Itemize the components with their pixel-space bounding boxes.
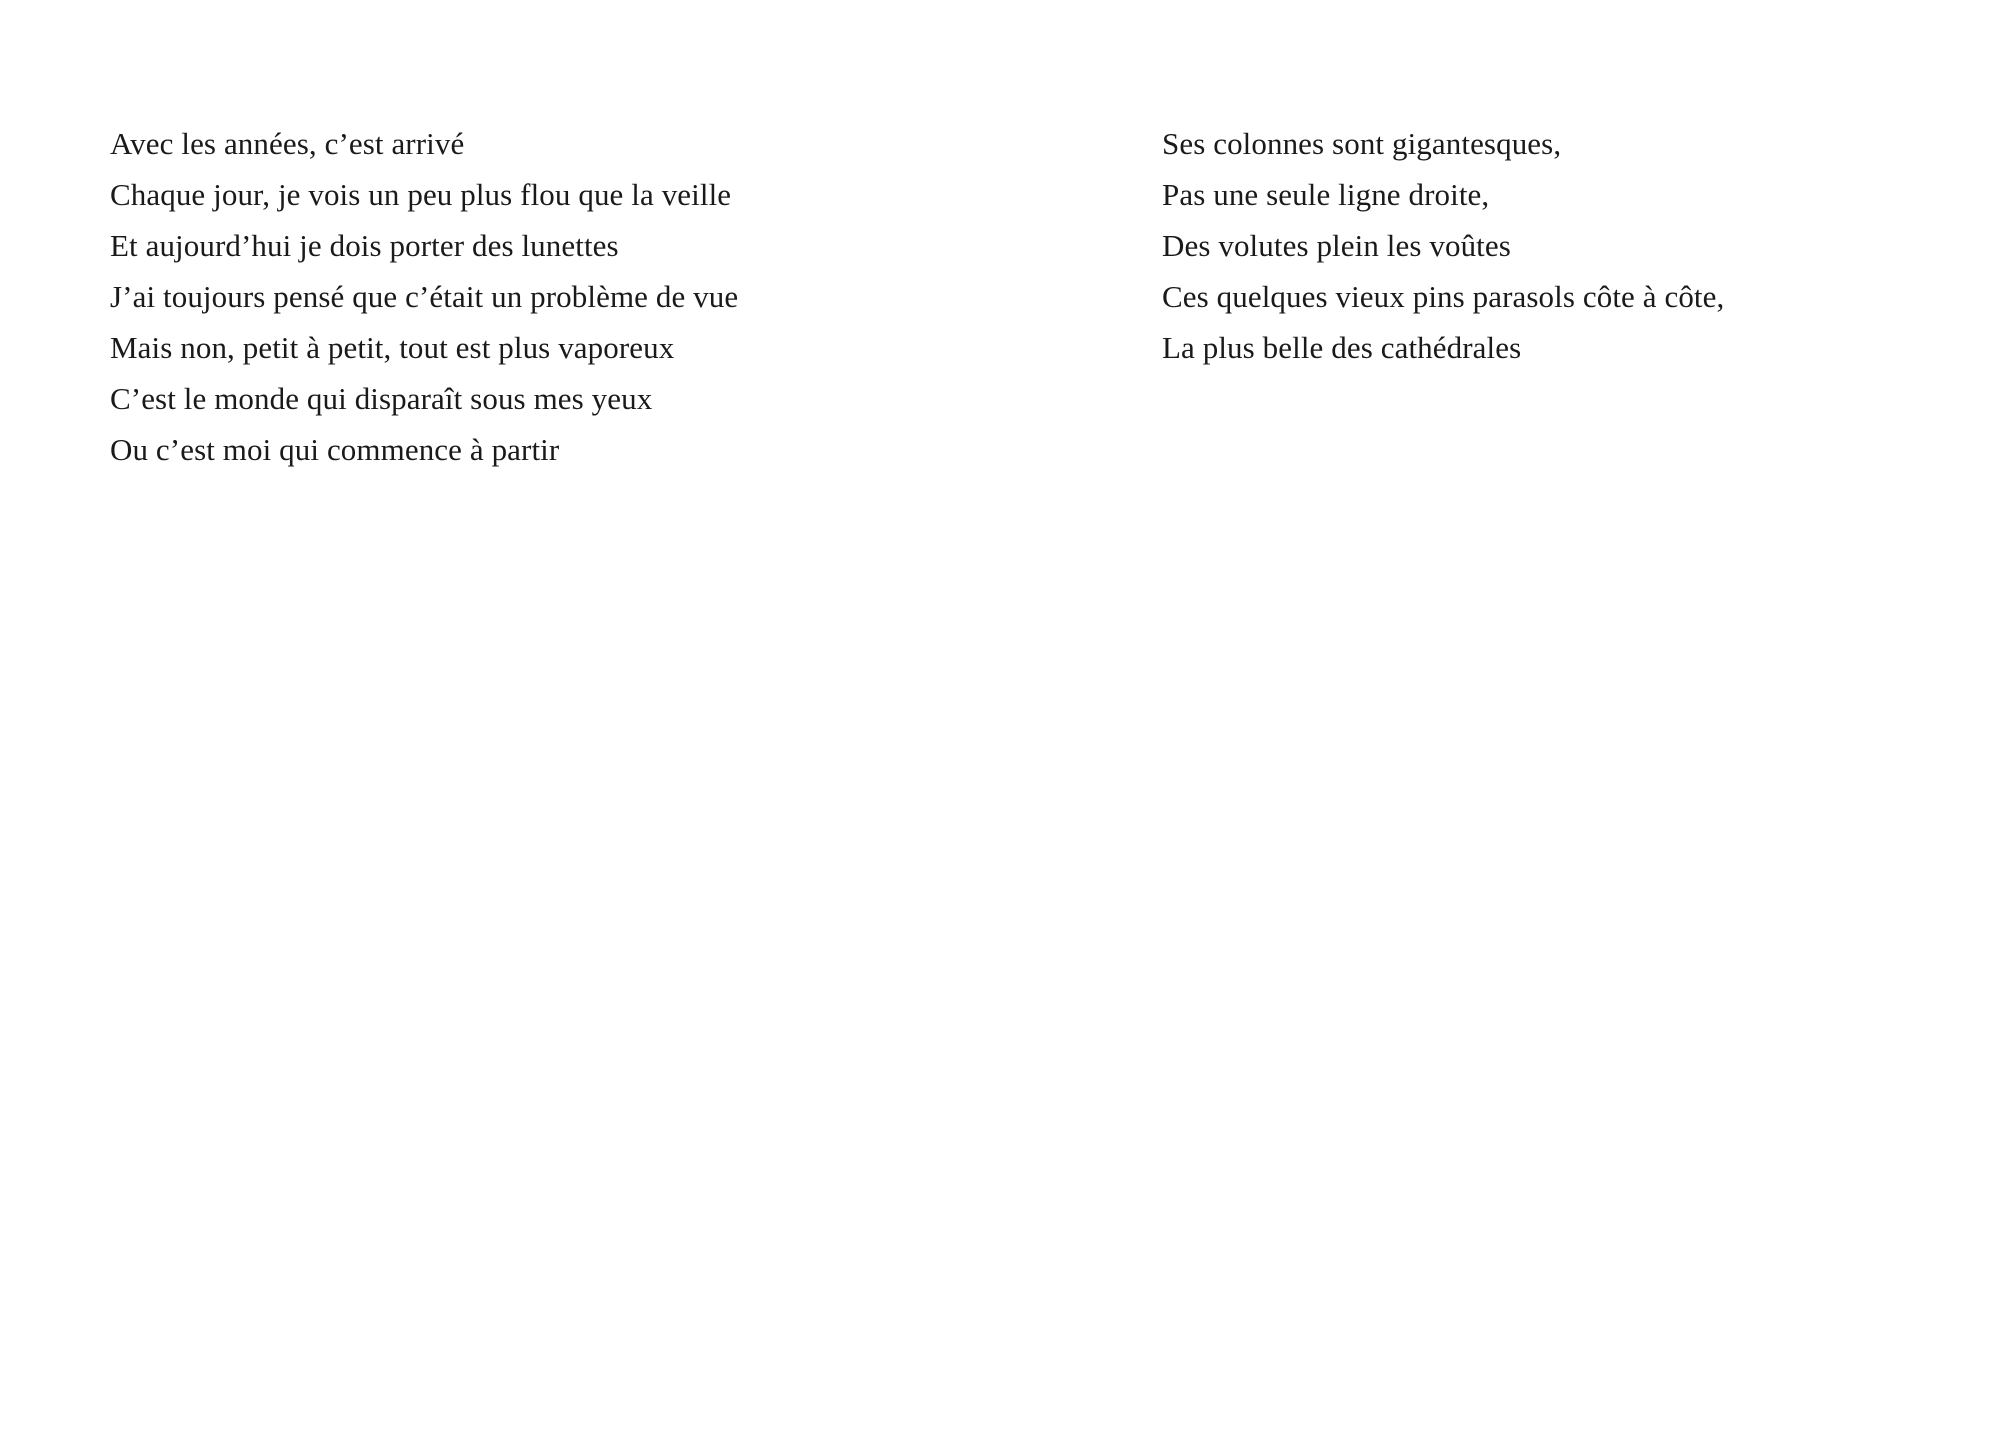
poem-right-stanza	[1162, 118, 1962, 373]
verse-line: Mais non, petit à petit, tout est plus vaporeux	[110, 330, 675, 365]
poem-left-stanza	[110, 118, 1010, 475]
verse-line: C’est le monde qui disparaît sous mes yeux	[110, 381, 653, 416]
verse-line: Ou c’est moi qui commence à partir	[110, 432, 560, 467]
verse-line: Ses colonnes sont gigantesques,	[1162, 126, 1562, 161]
verse-line: Ces quelques vieux pins parasols côte à côte,	[1162, 279, 1725, 314]
verse-line: La plus belle des cathédrales	[1162, 330, 1522, 365]
verse-line: J’ai toujours pensé que c’était un problème de vue	[110, 279, 739, 314]
verse-line: Et aujourd’hui je dois porter des lunettes	[110, 228, 619, 263]
verse-line: Pas une seule ligne droite,	[1162, 177, 1490, 212]
verse-line: Avec les années, c’est arrivé	[110, 126, 465, 161]
verse-line: Des volutes plein les voûtes	[1162, 228, 1511, 263]
verse-line: Chaque jour, je vois un peu plus flou que la veille	[110, 177, 732, 212]
